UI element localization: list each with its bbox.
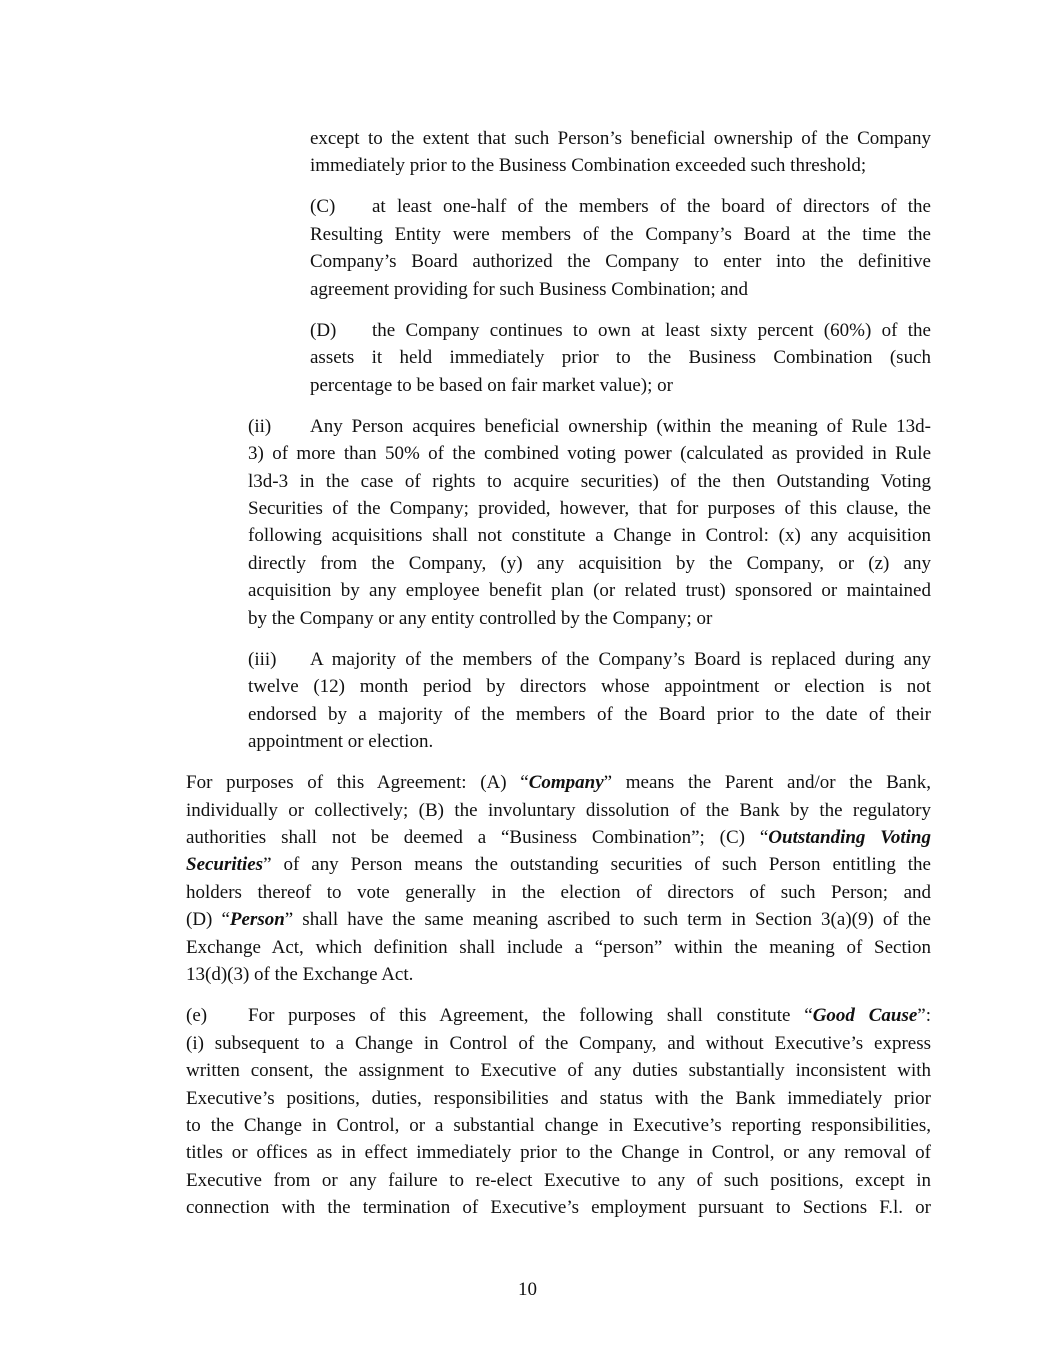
paragraph (248, 646, 931, 756)
text-line: to the Change in Control, or a substantial change in Executive’s reporting responsibilities, (186, 1115, 931, 1136)
text-line (186, 1002, 931, 1029)
text-line: following acquisitions shall not constitute a Change in Control: (x) any acquisition (248, 525, 931, 547)
text-segment: ” shall have the same meaning ascribed to such term in Section 3(a)(9) of the (284, 909, 931, 931)
paragraph (310, 125, 931, 180)
text-line: Exchange Act, which definition shall include a “person” within the meaning of Section (186, 936, 931, 958)
defined-term: Securities (186, 854, 264, 876)
text-segment: ”: (917, 1005, 931, 1027)
clause-text: A majority of the members of the Company’s Board is replaced during any (310, 648, 931, 670)
defined-term: Company (528, 772, 604, 794)
paragraph (186, 1002, 931, 1222)
text-line: agreement providing for such Business Combination; and (310, 278, 748, 300)
text-line: Executive’s positions, duties, responsibilities and status with the Bank immediately prior (186, 1087, 931, 1109)
text-line (248, 646, 931, 673)
text-line: by the Company or any entity controlled by the Company; or (248, 607, 713, 629)
text-line: l3d-3 in the case of rights to acquire securities) of the then Outstanding Voting (248, 470, 931, 492)
text-line: directly from the Company, (y) any acquisition by the Company, or (z) any (248, 552, 931, 574)
paragraph (248, 413, 931, 633)
page-number: 10 (518, 1279, 537, 1300)
defined-term: Person (229, 909, 285, 931)
text-line: Securities of the Company; provided, however, that for purposes of this clause, the (248, 498, 931, 520)
clause-text (248, 1002, 931, 1029)
text-line: appointment or election. (248, 731, 434, 753)
text-line (186, 769, 931, 796)
text-line (186, 906, 931, 933)
text-line (310, 193, 931, 220)
text-line (310, 317, 931, 344)
text-line (186, 851, 931, 878)
paragraph (186, 769, 931, 989)
text-line: 3) of more than 50% of the combined voting power (calculated as provided in Rule (248, 443, 931, 465)
text-line: titles or offices as in effect immediately prior to the Change in Control, or any removal of (186, 1142, 931, 1164)
text-line: acquisition by any employee benefit plan (or related trust) sponsored or maintained (248, 580, 931, 602)
text-segment: ” of any Person means the outstanding securities of such Person entitling the (263, 854, 931, 876)
clause-text: Any Person acquires beneficial ownership (within the meaning of Rule 13d- (310, 415, 931, 437)
text-line: connection with the termination of Executive’s employment pursuant to Sections F.l. or (186, 1197, 931, 1219)
text-line: twelve (12) month period by directors whose appointment or election is not (248, 676, 931, 698)
clause-label: (ii) (248, 415, 272, 437)
text-segment: For purposes of this Agreement, the following shall constitute “ (248, 1005, 813, 1027)
clause-label: (e) (186, 1005, 208, 1027)
defined-term: Good Cause (812, 1005, 918, 1027)
defined-term: Outstanding Voting (768, 827, 931, 849)
text-segment: ” means the Parent and/or the Bank, (603, 772, 931, 794)
text-line: endorsed by a majority of the members of the Board prior to the date of their (248, 703, 931, 725)
paragraph (310, 193, 931, 303)
text-line: 13(d)(3) of the Exchange Act. (186, 964, 414, 986)
text-line: written consent, the assignment to Executive of any duties substantially inconsistent with (186, 1060, 931, 1082)
text-line: percentage to be based on fair market value); or (310, 374, 673, 396)
text-line: Company’s Board authorized the Company to enter into the definitive (310, 251, 931, 273)
text-segment: For purposes of this Agreement: (A) “ (186, 772, 529, 794)
clause-label: (D) (310, 319, 337, 341)
clause-label: (C) (310, 196, 336, 218)
clause-text: the Company continues to own at least sixty percent (60%) of the (372, 319, 931, 341)
document-body (0, 125, 1055, 1235)
clause-text: at least one-half of the members of the board of directors of the (372, 196, 931, 218)
text-line: (i) subsequent to a Change in Control of the Company, and without Executive’s express (186, 1032, 931, 1054)
text-line (248, 413, 931, 440)
text-line (186, 824, 931, 851)
clause-label: (iii) (248, 648, 277, 670)
text-line: individually or collectively; (B) the involuntary dissolution of the Bank by the regulatory (186, 799, 931, 821)
text-line: except to the extent that such Person’s beneficial ownership of the Company (310, 128, 931, 149)
text-segment: (D) “ (186, 909, 230, 931)
paragraph (310, 317, 931, 399)
text-line: holders thereof to vote generally in the election of directors of such Person; and (186, 881, 931, 903)
text-line: Executive from or any failure to re-elect Executive to any of such positions, except in (186, 1169, 931, 1191)
text-line: immediately prior to the Business Combination exceeded such threshold; (310, 155, 867, 177)
text-line: assets it held immediately prior to the Business Combination (such (310, 347, 931, 369)
text-line: Resulting Entity were members of the Company’s Board at the time the (310, 223, 931, 245)
text-segment: authorities shall not be deemed a “Business Combination”; (C) “ (186, 827, 769, 849)
